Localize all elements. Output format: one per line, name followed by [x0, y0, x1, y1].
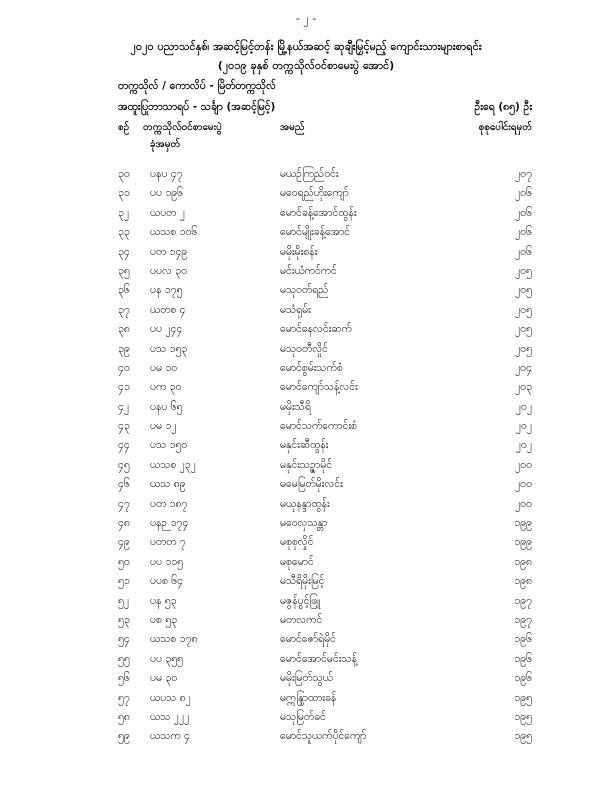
page-number: - ၂ - [295, 12, 317, 25]
table-row [0, 246, 612, 265]
roll-number: ပတတ ၇ [150, 536, 186, 549]
table-row [0, 343, 612, 362]
row-number: ၅၆ [118, 672, 130, 685]
total-marks: ၂၀၅ [515, 342, 532, 355]
student-name: မမိုးသီရိ [280, 400, 311, 413]
total-marks: ၂၀၆ [515, 226, 532, 239]
roll-number: ပနပ ၆၅ [150, 400, 183, 413]
roll-number: ပနပ ၄၇ [150, 168, 183, 180]
student-name: မနှင်းသဉ္ဇာမိုင် [280, 458, 333, 471]
student-name: မစုစုလှိုင် [280, 536, 314, 549]
row-number: ၃၇ [118, 303, 130, 316]
roll-number: ယသက ၄ [150, 730, 190, 743]
table-row [0, 187, 612, 206]
total-marks: ၂၀၂ [515, 439, 532, 452]
student-name: မတလကင် [280, 613, 323, 626]
student-name: မသီရိမိုးမြင့် [280, 575, 325, 588]
total-marks: ၂၀၀ [515, 497, 532, 510]
student-name: မနှင်းဆီထွန်း [280, 439, 329, 452]
total-marks: ၂၀၂ [515, 400, 532, 413]
total-marks: ၂၀၆ [515, 206, 532, 219]
roll-number: ယသစ ၁၇၈ [150, 633, 198, 646]
row-number: ၃၂ [118, 206, 130, 219]
roll-number: ပပလ ၃၀ [150, 264, 187, 277]
total-marks: ၁၉၆ [514, 652, 532, 665]
table-row [0, 595, 612, 614]
roll-number: ယတစ ၄ [150, 303, 186, 316]
row-number: ၄၇ [118, 497, 130, 510]
table-row [0, 401, 612, 420]
student-name: မမိုးမြတ်သွယ် [280, 672, 333, 685]
table-row [0, 323, 612, 342]
total-marks: ၂၀၀ [515, 458, 532, 471]
total-marks: ၂၀၅ [515, 303, 532, 316]
total-marks: ၂၀၂ [515, 420, 532, 433]
column-header-no: စဉ် [118, 122, 130, 133]
total-marks: ၁၉၇ [514, 594, 532, 607]
row-number: ၄၆ [118, 478, 130, 491]
roll-number: ပသ ၁၅၃ [150, 342, 188, 355]
student-name: မောင်စွမ်းသက်စံ [280, 361, 343, 374]
student-name: မဝေရည်ဟိုးကျော် [280, 187, 349, 200]
total-marks: ၁၉၅ [514, 730, 532, 743]
total-marks: ၂၀၃ [515, 381, 532, 394]
student-name: မောင်ဇော်ရဲမိုင် [280, 633, 336, 646]
row-number: ၄၃ [118, 420, 130, 433]
column-header-name: အမည် [280, 122, 305, 133]
row-number: ၄၀ [118, 361, 130, 374]
roll-number: ယသစ ၂၃၂ [150, 458, 196, 471]
total-marks: ၁၉၆ [514, 633, 532, 646]
student-name: မောင်ခန့်အောင်ထွန်း [280, 206, 357, 219]
roll-number: ပတ ၁၄၉ [150, 245, 188, 258]
student-table [0, 168, 612, 750]
roll-number: ပပစ ၆၄ [150, 575, 184, 588]
roll-number: ပမ ၁၀ [150, 361, 178, 374]
table-row [0, 653, 612, 672]
total-marks: ၁၉၈ [514, 555, 532, 568]
roll-number: ပပ ၂၄၄ [150, 323, 183, 336]
row-number: ၃၁ [118, 187, 130, 200]
total-marks: ၁၉၈ [514, 575, 532, 588]
row-number: ၄၄ [118, 439, 130, 452]
student-name: မသုဝတ်ရည် [280, 284, 329, 297]
total-marks: ၁၉၅ [514, 710, 532, 723]
table-row [0, 207, 612, 226]
table-row [0, 362, 612, 381]
table-row [0, 672, 612, 691]
total-marks: ၂၀၆ [515, 245, 532, 258]
row-number: ၅၈ [118, 710, 130, 723]
student-name: မောင်အောင်မင်းသန့် [280, 652, 357, 665]
student-name: မယဉ်ကြည်ဝင်း [280, 168, 339, 180]
student-name: မောင်သူယက်ပိုင်ကျော် [280, 730, 367, 743]
row-number: ၅၃ [118, 613, 130, 626]
roll-number: ပပ ၁၁၅ [150, 555, 184, 568]
row-number: ၅၇ [118, 691, 130, 704]
roll-number: ပပ ၁၉၆ [150, 187, 184, 200]
table-row [0, 536, 612, 555]
document-title: ၂၀၂၀ ပညာသင်နှစ်၊ အဆင့်မြင့်တန်း မြို့နယ်အဆင့် ဆုချီးမြှင့်မည့် ကျောင်းသားများစာရင်း [130, 40, 482, 53]
table-row [0, 284, 612, 303]
roll-number: ပန ၁၇၅ [150, 284, 183, 297]
row-number: ၄၉ [118, 536, 130, 549]
total-marks: ၂၀၀ [515, 478, 532, 491]
student-count: ဦးရေ (၈၅) ဦး [474, 101, 532, 113]
table-row [0, 420, 612, 439]
roll-number: ပနဉ ၁၇၄ [150, 517, 189, 530]
student-name: မဣန္ဒြာထားခန် [280, 691, 337, 704]
table-row [0, 575, 612, 594]
table-row [0, 730, 612, 749]
roll-number: ပတ ၁၈၇ [150, 497, 188, 510]
total-marks: ၂၀၄ [515, 361, 532, 374]
total-marks: ၂၀၅ [515, 284, 532, 297]
roll-number: ပက ၃၀ [150, 381, 182, 394]
student-name: မသုဝတီလှိုင် [280, 342, 328, 355]
document-subtitle: (၂၀၁၉ ခုနှစ် တက္ကသိုလ်ဝင်စာမေးပွဲ အောင်) [217, 59, 395, 72]
total-marks: ၂၀၅ [515, 264, 532, 277]
student-name: မမေမြတ်မိုးလင်း [280, 478, 343, 491]
total-marks: ၂၀၆ [515, 187, 532, 200]
specialization-label: အထူးပြုဘာသာရပ် - သင်္ချာ (အဆင့်မြင့်) [118, 101, 276, 113]
table-row [0, 692, 612, 711]
total-marks: ၂၀၅ [515, 323, 532, 336]
row-number: ၃၅ [118, 264, 130, 277]
roll-number: ပစ ၅၃ [150, 613, 178, 626]
row-number: ၅၄ [118, 633, 130, 646]
row-number: ၅၂ [118, 594, 130, 607]
row-number: ၃၉ [118, 342, 130, 355]
roll-number: ပမ ၃၀ [150, 672, 178, 685]
table-row [0, 459, 612, 478]
table-row [0, 711, 612, 730]
table-row [0, 614, 612, 633]
table-row [0, 304, 612, 323]
row-number: ၃၄ [118, 245, 130, 258]
row-number: ၃၆ [118, 284, 130, 297]
total-marks: ၁၉၉ [514, 536, 532, 549]
roll-number: ပန ၅၃ [150, 594, 177, 607]
total-marks: ၁၉၇ [514, 613, 532, 626]
table-row [0, 439, 612, 458]
row-number: ၃၃ [118, 226, 130, 239]
student-name: မင်းယံကင်ကင် [280, 264, 337, 277]
column-header-roll-sub: ခုံအမှတ် [150, 139, 181, 150]
student-name: မသံရှမ်း [280, 303, 311, 316]
column-header-roll: တက္ကသိုလ်ဝင်စာမေးပွဲ [143, 122, 222, 133]
row-number: ၃၀ [118, 168, 130, 180]
university-label: တက္ကသိုလ် / ကောလိပ် - မြိတ်တက္ကသိုလ် [118, 80, 276, 92]
column-header-marks: စုစုပေါင်းရမှတ် [478, 122, 532, 133]
student-name: မယုနန္ဒာထွန်း [280, 497, 330, 510]
total-marks: ၁၉၉ [514, 517, 532, 530]
row-number: ၅၀ [118, 555, 130, 568]
table-row [0, 498, 612, 517]
table-row [0, 556, 612, 575]
student-name: မစုမောင် [280, 555, 314, 568]
roll-number: ယပသ ၈၂ [150, 691, 191, 704]
table-row [0, 517, 612, 536]
row-number: ၄၁ [118, 381, 130, 394]
roll-number: ယသစ ၁၀၆ [150, 226, 198, 239]
student-name: မသုမြတ်ခင် [280, 710, 326, 723]
table-row [0, 265, 612, 284]
roll-number: ပသ ၁၅၀ [150, 439, 188, 452]
row-number: ၅၁ [118, 575, 130, 588]
row-number: ၅၅ [118, 652, 130, 665]
total-marks: ၁၉၆ [514, 672, 532, 685]
student-name: မမိုးမိုးစန်း [280, 245, 318, 258]
row-number: ၄၅ [118, 458, 130, 471]
roll-number: ပမ ၁၂ [150, 420, 177, 433]
total-marks: ၂၀၇ [515, 168, 532, 180]
table-row [0, 168, 612, 187]
table-row [0, 478, 612, 497]
table-row [0, 381, 612, 400]
total-marks: ၁၉၅ [514, 691, 532, 704]
row-number: ၃၈ [118, 323, 130, 336]
student-name: မောင်နေလင်းဆက် [280, 323, 352, 336]
roll-number: ယသ ၈၉ [150, 478, 186, 491]
table-row [0, 633, 612, 652]
student-name: မဇွန်ပွင့်ဖြူ [280, 594, 321, 607]
row-number: ၄၈ [118, 517, 130, 530]
row-number: ၄၂ [118, 400, 130, 413]
student-name: မောင်သက်ကောင်းစံ [280, 420, 357, 433]
student-name: မဝေလှသန္တာ [280, 517, 328, 530]
student-name: မောင်ကျော်သန့်လင်း [280, 381, 358, 394]
table-row [0, 226, 612, 245]
student-name: မောင်မျိုးခန့်အောင် [280, 226, 351, 239]
row-number: ၅၉ [118, 730, 130, 743]
roll-number: ယသ ၂၂၂ [150, 710, 190, 723]
roll-number: ယပတ ၂ [150, 206, 185, 219]
roll-number: ပပ ၃၅၅ [150, 652, 184, 665]
